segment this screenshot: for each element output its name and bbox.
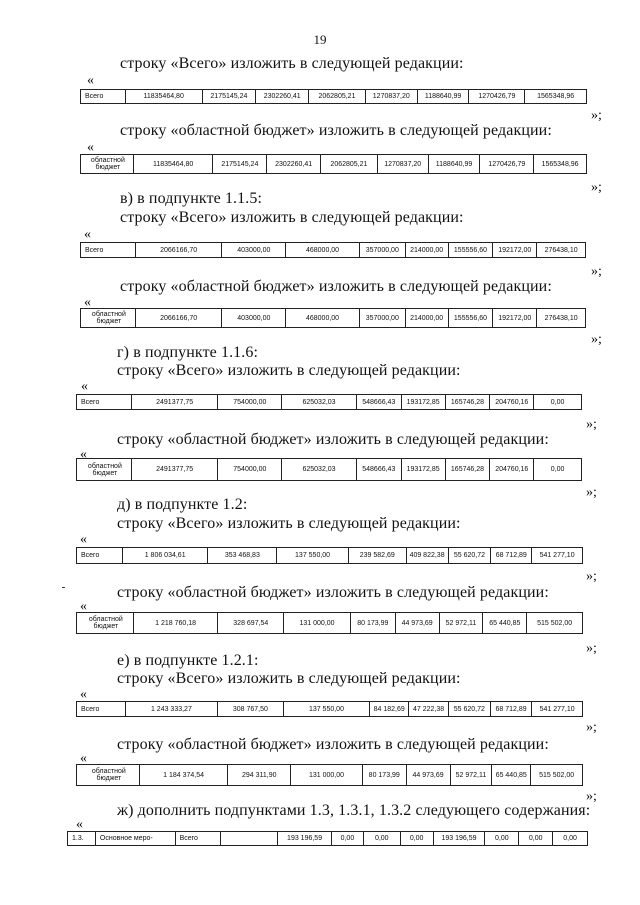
- amount-cell: 80 173,99: [351, 613, 396, 633]
- amount-cell: 155556,60: [449, 309, 494, 327]
- new-item-row: [67, 831, 588, 846]
- item-name: Основное меро-: [96, 832, 176, 845]
- amount-cell: 276438,10: [544, 246, 578, 254]
- amount-cell: 1565348,96: [541, 160, 579, 168]
- subsection-heading: в) в подпункте 1.1.5:: [120, 190, 263, 207]
- amount-cell: 1270837,20: [366, 90, 418, 103]
- amount-cell: 1565348,96: [537, 93, 575, 100]
- amount-row: [76, 612, 583, 634]
- open-quote: «: [84, 227, 91, 242]
- amount-cell: 137 550,00: [277, 548, 349, 563]
- close-mark: »;: [586, 569, 597, 584]
- amount-cell: 515 502,00: [539, 771, 575, 779]
- row-label: Всего: [176, 832, 222, 845]
- open-quote: «: [76, 817, 83, 832]
- open-quote: «: [84, 295, 91, 310]
- amount-row: [76, 764, 583, 786]
- open-quote: «: [80, 532, 87, 547]
- item-number: 1.3.: [68, 832, 96, 845]
- close-mark: »;: [591, 180, 602, 195]
- amount-cell: 468000,00: [286, 309, 360, 327]
- amount-cell: 193172,85: [402, 395, 446, 409]
- amount-cell: 308 767,50: [218, 702, 284, 716]
- amount-cell: 2491377,75: [132, 459, 219, 480]
- amount-row: [80, 242, 586, 258]
- row-label: Всего: [81, 90, 126, 103]
- amount-cell: 55 620,72: [449, 702, 491, 716]
- amount-cell: 131 000,00: [284, 613, 351, 633]
- amount-cell: 47 222,38: [409, 702, 448, 716]
- open-quote: «: [80, 447, 87, 462]
- amount-cell: 0,00: [519, 832, 553, 845]
- amount-row: [76, 394, 582, 410]
- amount-cell: 131 000,00: [291, 765, 363, 785]
- open-quote: «: [87, 140, 94, 155]
- amount-row: [76, 547, 583, 564]
- block-heading: строку «Всего» изложить в следующей редакции:: [120, 55, 464, 72]
- close-mark: »;: [586, 720, 597, 735]
- empty-cell: [221, 832, 278, 845]
- margin-mark: [62, 587, 65, 588]
- amount-cell: 1 184 374,54: [140, 765, 229, 785]
- row-label: областной бюджет: [77, 765, 140, 785]
- amount-cell: 294 311,90: [228, 765, 291, 785]
- amount-cell: 193 196,59: [434, 832, 486, 845]
- amount-cell: 1188640,99: [418, 90, 470, 103]
- row-label: Всего: [77, 395, 132, 409]
- close-mark: »;: [586, 641, 597, 656]
- amount-cell: 193172,85: [402, 459, 446, 480]
- amount-cell: 84 182,69: [370, 702, 409, 716]
- amount-cell: 155556,60: [449, 243, 494, 257]
- amount-cell: 65 440,85: [483, 613, 527, 633]
- amount-cell: 357000,00: [360, 243, 406, 257]
- amount-cell: 165746,28: [446, 395, 491, 409]
- block-heading: строку «областной бюджет» изложить в следующей редакции:: [120, 278, 552, 295]
- amount-cell: 409 822,38: [407, 548, 449, 563]
- amount-cell: 1270837,20: [378, 155, 429, 173]
- amount-cell: 1 218 760,18: [134, 613, 219, 633]
- close-mark: »;: [586, 417, 597, 432]
- amount-cell: 541 277,10: [539, 552, 575, 559]
- amount-cell: 0,00: [550, 398, 565, 406]
- amount-cell: 2062805,21: [309, 90, 366, 103]
- amount-cell: 357000,00: [360, 309, 406, 327]
- amount-row: [80, 154, 587, 174]
- row-label: областной бюджет: [77, 613, 134, 633]
- amount-cell: 1270426,79: [480, 155, 534, 173]
- amount-cell: 541 277,10: [539, 705, 575, 713]
- amount-cell: 0,00: [550, 466, 565, 473]
- amount-cell: 2302260,41: [267, 155, 321, 173]
- amount-cell: 55 620,72: [449, 548, 492, 563]
- amount-cell: 192172,00: [493, 309, 537, 327]
- block-heading: строку «Всего» изложить в следующей редакции:: [117, 362, 461, 379]
- subsection-heading: е) в подпункте 1.2.1:: [117, 652, 259, 669]
- amount-row: [76, 458, 582, 481]
- amount-row: [80, 89, 587, 104]
- block-heading: строку «областной бюджет» изложить в следующей редакции:: [117, 736, 549, 753]
- amount-cell: 52 972,11: [440, 613, 484, 633]
- row-label: областной бюджет: [81, 309, 136, 327]
- amount-cell: 239 582,69: [349, 548, 407, 563]
- close-mark: »;: [586, 789, 597, 804]
- amount-cell: 214000,00: [406, 243, 449, 257]
- amount-cell: 193 196,59: [278, 832, 332, 845]
- amount-cell: 328 697,54: [218, 613, 284, 633]
- block-heading: строку «областной бюджет» изложить в следующей редакции:: [120, 122, 552, 139]
- amount-cell: 2302260,41: [256, 90, 309, 103]
- amount-cell: 1 806 034,61: [123, 548, 209, 563]
- amount-cell: 2175145,24: [203, 90, 257, 103]
- amount-cell: 44 973,69: [407, 765, 451, 785]
- amount-cell: 625032,03: [282, 395, 357, 409]
- row-label: Всего: [77, 548, 123, 563]
- amount-cell: 754000,00: [218, 395, 282, 409]
- amount-cell: 0,00: [332, 832, 364, 845]
- block-heading: строку «Всего» изложить в следующей редакции:: [120, 209, 464, 226]
- amount-cell: 2066166,70: [136, 243, 223, 257]
- amount-cell: 80 173,99: [363, 765, 407, 785]
- block-heading: строку «областной бюджет» изложить в следующей редакции:: [117, 584, 549, 601]
- amount-cell: 68 712,89: [491, 702, 532, 716]
- amount-cell: 754000,00: [218, 459, 282, 480]
- row-label: областной бюджет: [77, 459, 132, 480]
- amount-cell: 0,00: [563, 835, 577, 842]
- amount-cell: 0,00: [401, 832, 434, 845]
- amount-cell: 1 243 333,27: [126, 702, 218, 716]
- amount-cell: 515 502,00: [537, 619, 573, 627]
- amount-cell: 2175145,24: [213, 155, 267, 173]
- block-heading: ж) дополнить подпунктами 1.3, 1.3.1, 1.3.2 следующего содержания:: [117, 802, 591, 819]
- amount-cell: 65 440,85: [492, 765, 531, 785]
- amount-cell: 0,00: [485, 832, 519, 845]
- amount-cell: 353 468,83: [208, 548, 277, 563]
- close-mark: »;: [591, 332, 602, 347]
- open-quote: «: [80, 687, 87, 702]
- amount-cell: 1270426,79: [469, 90, 525, 103]
- amount-cell: 214000,00: [406, 309, 449, 327]
- amount-row: [80, 308, 586, 328]
- subsection-heading: д) в подпункте 1.2:: [117, 496, 248, 513]
- amount-cell: 403000,00: [222, 309, 286, 327]
- amount-cell: 204760,16: [490, 459, 534, 480]
- amount-cell: 44 973,69: [396, 613, 440, 633]
- close-mark: »;: [591, 264, 602, 279]
- amount-cell: 68 712,89: [491, 548, 532, 563]
- amount-cell: 548666,43: [357, 395, 402, 409]
- block-heading: строку «Всего» изложить в следующей редакции:: [117, 515, 461, 532]
- page-number: 19: [313, 32, 327, 47]
- amount-cell: 165746,28: [446, 459, 491, 480]
- amount-cell: 52 972,11: [451, 765, 493, 785]
- subsection-heading: г) в подпункте 1.1.6:: [117, 344, 259, 361]
- amount-cell: 204760,16: [490, 395, 534, 409]
- amount-cell: 2491377,75: [132, 395, 219, 409]
- open-quote: «: [80, 599, 87, 614]
- close-mark: »;: [586, 485, 597, 500]
- block-heading: строку «областной бюджет» изложить в следующей редакции:: [117, 431, 549, 448]
- open-quote: «: [81, 379, 88, 394]
- amount-cell: 11835464,80: [134, 155, 214, 173]
- open-quote: «: [87, 73, 94, 88]
- amount-row: [76, 701, 583, 717]
- row-label: областной бюджет: [81, 155, 134, 173]
- amount-cell: 548666,43: [357, 459, 402, 480]
- amount-cell: 403000,00: [222, 243, 286, 257]
- amount-cell: 625032,03: [282, 459, 357, 480]
- close-mark: »;: [591, 108, 602, 123]
- amount-cell: 468000,00: [286, 243, 360, 257]
- row-label: Всего: [77, 702, 126, 716]
- block-heading: строку «Всего» изложить в следующей редакции:: [117, 670, 461, 687]
- open-quote: «: [80, 751, 87, 766]
- amount-cell: 2062805,21: [321, 155, 378, 173]
- amount-cell: 137 550,00: [284, 702, 370, 716]
- amount-cell: 276438,10: [544, 314, 578, 322]
- amount-cell: 1188640,99: [429, 155, 481, 173]
- amount-cell: 2066166,70: [136, 309, 223, 327]
- amount-cell: 0,00: [364, 832, 401, 845]
- amount-cell: 192172,00: [493, 243, 537, 257]
- row-label: Всего: [81, 243, 136, 257]
- amount-cell: 11835464,80: [126, 90, 203, 103]
